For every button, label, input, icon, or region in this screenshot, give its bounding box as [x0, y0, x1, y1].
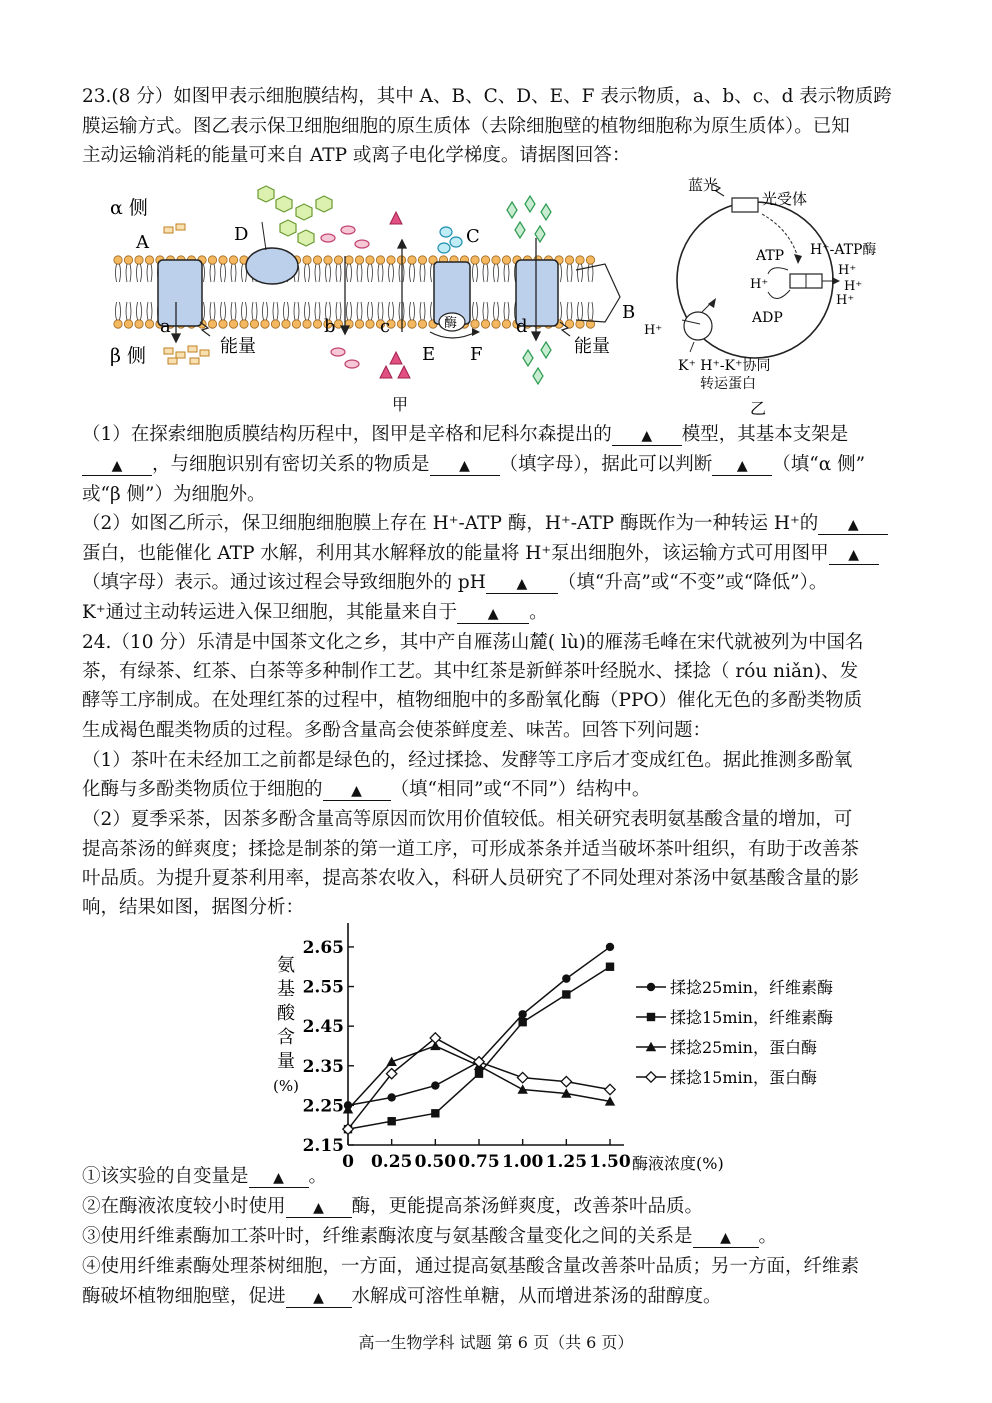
- lipid-head: [355, 256, 363, 264]
- photoreceptor-box: [732, 198, 758, 212]
- label-C: C: [466, 226, 480, 247]
- lipid-head: [355, 320, 363, 328]
- lipid-head: [471, 320, 479, 328]
- lipid-tail: [147, 302, 152, 320]
- lipid-tail: [210, 302, 215, 320]
- answer-blank[interactable]: ▲: [286, 1288, 352, 1308]
- x-tick-label: 1.25: [545, 1152, 588, 1172]
- lipid-tail: [410, 302, 415, 320]
- lipid-tail: [137, 264, 142, 282]
- lipid-head: [376, 256, 384, 264]
- lipid-tail: [378, 264, 383, 282]
- lipid-tail: [357, 264, 362, 282]
- y-axis-label-char: 基: [277, 979, 295, 1000]
- lipid-tail: [336, 302, 341, 320]
- lipid-tail: [336, 264, 341, 282]
- lipid-tail: [231, 302, 236, 320]
- data-point: [605, 1084, 615, 1094]
- data-point: [387, 1093, 395, 1101]
- lipid-head: [219, 256, 227, 264]
- h-inside-label: H⁺: [750, 277, 769, 292]
- lipid-tail: [273, 302, 278, 320]
- label-c: c: [380, 316, 391, 337]
- energy-label-1: 能量: [220, 336, 256, 357]
- lipid-tail: [252, 302, 257, 320]
- x-tick-label: 1.00: [501, 1152, 544, 1172]
- data-point: [562, 974, 570, 982]
- lipid-tail: [326, 264, 331, 282]
- lipid-head: [208, 320, 216, 328]
- lipid-head: [271, 320, 279, 328]
- data-point: [431, 1081, 439, 1089]
- lipid-head: [366, 320, 374, 328]
- lipid-head: [481, 320, 489, 328]
- lipid-head: [261, 320, 269, 328]
- q24-s1: ①该实验的自变量是 ▲ 。: [82, 1166, 328, 1187]
- lipid-head: [502, 320, 510, 328]
- data-point: [561, 1076, 571, 1086]
- answer-blank[interactable]: ▲: [286, 1198, 352, 1218]
- q24-line6: 化酶与多酚类物质位于细胞的 ▲ （填“相同”或“不同”）结构中。: [82, 779, 651, 800]
- y-tick-label: 2.45: [302, 1017, 344, 1038]
- lipid-tail: [126, 302, 131, 320]
- answer-blank[interactable]: ▲: [612, 426, 682, 446]
- lipid-head: [292, 320, 300, 328]
- answer-blank[interactable]: ▲: [323, 781, 391, 801]
- lipid-tail: [347, 302, 352, 320]
- lipid-head: [418, 256, 426, 264]
- x-tick-label: 0.50: [414, 1152, 457, 1172]
- q23-p1-line2: ▲ ，与细胞识别有密切关系的物质是 ▲ （填字母），据此可以判断 ▲ （填“α 侧”: [82, 454, 865, 476]
- data-point: [517, 1072, 527, 1082]
- lipid-head: [334, 256, 342, 264]
- answer-blank[interactable]: ▲: [818, 515, 888, 535]
- lipid-head: [586, 256, 594, 264]
- lipid-head: [313, 256, 321, 264]
- lipid-head: [208, 256, 216, 264]
- lipid-tail: [368, 264, 373, 282]
- lipid-tail: [483, 264, 488, 282]
- lipid-head: [219, 320, 227, 328]
- x-tick-label: 1.50: [589, 1152, 631, 1172]
- y-tick-label: 2.65: [302, 937, 344, 958]
- lipid-tail: [567, 302, 572, 320]
- data-point: [475, 1069, 483, 1077]
- figure-guard-cell: [640, 170, 910, 420]
- h-atpase-label: H⁺-ATP酶: [810, 242, 877, 258]
- data-point: [562, 990, 570, 998]
- lipid-tail: [504, 264, 509, 282]
- data-point: [517, 1084, 527, 1093]
- label-a: a: [160, 316, 171, 337]
- c-molecules: [380, 212, 410, 378]
- y-axis-label-char: 量: [277, 1051, 295, 1072]
- q24-line1: 24.（10 分）乐清是中国茶文化之乡，其中产自雁荡山麓( lù)的雁荡毛峰在宋代就被列为中国名: [82, 632, 864, 653]
- y-tick-label: 2.35: [302, 1056, 344, 1077]
- x-tick-label: 0: [342, 1152, 354, 1172]
- label-A: A: [136, 232, 149, 253]
- page-footer: 高一生物学科 试题 第 6 页（共 6 页）: [358, 1333, 634, 1352]
- lipid-tail: [231, 264, 236, 282]
- data-point: [606, 963, 614, 971]
- h-out-2: H⁺: [844, 279, 863, 294]
- h-out-1: H⁺: [838, 263, 857, 278]
- lipid-head: [114, 256, 122, 264]
- adp-label: ADP: [752, 310, 783, 326]
- legend-label: 揉捻15min，蛋白酶: [670, 1068, 817, 1087]
- photoreceptor-label: 光受体: [762, 190, 808, 208]
- enzyme-label: 酶: [444, 316, 458, 331]
- h-out-3: H⁺: [836, 293, 855, 308]
- lipid-head: [135, 256, 143, 264]
- lipid-tail: [420, 264, 425, 282]
- legend-label: 揉捻15min，纤维素酶: [670, 1008, 833, 1027]
- lipid-tail: [116, 264, 121, 282]
- q23-p2-line4: K⁺通过主动转运进入保卫细胞，其能量来自于 ▲ 。: [82, 602, 548, 623]
- lipid-head: [481, 256, 489, 264]
- legend-label: 揉捻25min，纤维素酶: [670, 978, 833, 997]
- energy-label-2: 能量: [574, 336, 610, 357]
- lipid-tail: [504, 302, 509, 320]
- y-tick-label: 2.15: [302, 1136, 344, 1156]
- q23-p2-line3: （填字母）表示。通过该过程会导致细胞外的 pH ▲ （填“升高”或“不变”或“降低”）。: [82, 572, 828, 593]
- label-d: d: [516, 316, 528, 337]
- answer-blank[interactable]: ▲: [486, 574, 558, 594]
- answer-blank[interactable]: ▲: [693, 1228, 759, 1248]
- cotransport-protein: [684, 312, 712, 340]
- lipid-head: [124, 320, 132, 328]
- c-substance: [438, 227, 462, 253]
- lipid-head: [471, 256, 479, 264]
- q24-s4-line1: ④使用纤维素酶处理茶树细胞，一方面，通过提高氨基酸含量改善茶叶品质；另一方面，纤维素: [82, 1256, 860, 1277]
- q23-p2-line1: （2）如图乙所示，保卫细胞细胞膜上存在 H⁺-ATP 酶，H⁺-ATP 酶既作为一种转运 H⁺的 ▲: [82, 513, 888, 535]
- q24-line10: 响，结果如图，据图分析：: [82, 897, 305, 918]
- lipid-tail: [315, 264, 320, 282]
- lipid-tail: [483, 302, 488, 320]
- lipid-head: [145, 320, 153, 328]
- lipid-tail: [368, 302, 373, 320]
- answer-blank[interactable]: ▲: [249, 1168, 309, 1188]
- answer-blank[interactable]: ▲: [82, 456, 152, 476]
- lipid-head: [229, 256, 237, 264]
- lipid-tail: [347, 264, 352, 282]
- lipid-head: [565, 256, 573, 264]
- beta-side-label: β 侧: [110, 345, 147, 367]
- lipid-tail: [357, 302, 362, 320]
- lipid-head: [135, 320, 143, 328]
- figure-membrane: [100, 172, 663, 422]
- glycoprotein-d: [246, 248, 298, 284]
- data-point: [387, 1117, 395, 1125]
- lipid-head: [324, 256, 332, 264]
- amino-acid-chart: [270, 915, 870, 1175]
- lipid-tail: [137, 302, 142, 320]
- lipid-head: [576, 256, 584, 264]
- lipid-tail: [578, 302, 583, 320]
- lipid-tail: [494, 302, 499, 320]
- lipid-tail: [473, 302, 478, 320]
- q23-intro-line1: 23.(8 分）如图甲表示细胞膜结构，其中 A、B、C、D、E、F 表示物质，a、b、c、d 表示物质跨: [82, 86, 892, 107]
- lipid-head: [502, 256, 510, 264]
- q24-line5: （1）茶叶在未经加工之前都是绿色的，经过揉捻、发酵等工序后才变成红色。据此推测多酚氧: [82, 750, 853, 771]
- label-F: F: [470, 344, 483, 365]
- lipid-head: [282, 320, 290, 328]
- lipid-head: [408, 320, 416, 328]
- y-tick-label: 2.25: [302, 1096, 344, 1117]
- lipid-tail: [305, 302, 310, 320]
- answer-blank[interactable]: ▲: [829, 545, 879, 565]
- q24-line3: 酵等工序制成。在处理红茶的过程中，植物细胞中的多酚氧化酶（PPO）催化无色的多酚类物质: [82, 690, 863, 711]
- lipid-tail: [221, 264, 226, 282]
- y-tick-label: 2.55: [302, 977, 344, 998]
- cotransport-label-2: 转运蛋白: [700, 376, 756, 392]
- q24-line7: （2）夏季采茶，因茶多酚含量高等原因而饮用价值较低。相关研究表明氨基酸含量的增加，可: [82, 809, 853, 830]
- lipid-tail: [420, 302, 425, 320]
- q23-intro-line3: 主动运输消耗的能量可来自 ATP 或离子电化学梯度。请据图回答：: [82, 145, 631, 166]
- lipid-head: [229, 320, 237, 328]
- lipid-head: [366, 256, 374, 264]
- lipid-tail: [473, 264, 478, 282]
- q24-line9: 叶品质。为提升夏茶利用率，提高茶农收入，科研人员研究了不同处理对茶汤中氨基酸含量的影: [82, 868, 860, 889]
- figure-jia-caption: 甲: [392, 395, 409, 414]
- lipid-tail: [494, 264, 499, 282]
- lipid-tail: [588, 302, 593, 320]
- lipid-head: [418, 320, 426, 328]
- lipid-head: [250, 320, 258, 328]
- y-axis-label-char: (%): [273, 1077, 299, 1095]
- lipid-tail: [315, 302, 320, 320]
- lipid-head: [240, 320, 248, 328]
- label-B: B: [622, 302, 636, 323]
- lipid-head: [114, 320, 122, 328]
- lipid-tail: [567, 264, 572, 282]
- data-point: [518, 1010, 526, 1018]
- label-D: D: [234, 224, 249, 245]
- answer-blank[interactable]: ▲: [712, 456, 772, 476]
- lipid-tail: [147, 264, 152, 282]
- lipid-tail: [578, 264, 583, 282]
- figure-yi-caption: 乙: [750, 399, 767, 418]
- answer-blank[interactable]: ▲: [457, 604, 529, 624]
- lipid-head: [387, 256, 395, 264]
- lipid-tail: [116, 302, 121, 320]
- q24-line8: 提高茶汤的鲜爽度；揉捻是制茶的第一道工序，可形成茶条并适当破坏茶叶组织，有助于改善茶: [82, 839, 860, 860]
- legend-label: 揉捻25min，蛋白酶: [670, 1038, 817, 1057]
- lipid-tail: [263, 302, 268, 320]
- lipid-head: [124, 256, 132, 264]
- q23-p1-line3: 或“β 侧”）为细胞外。: [82, 484, 266, 505]
- blue-light-label: 蓝光: [688, 176, 719, 194]
- lipid-tail: [284, 302, 289, 320]
- label-E: E: [422, 344, 436, 365]
- lipid-head: [313, 320, 321, 328]
- atp-label: ATP: [756, 248, 785, 264]
- data-point: [606, 943, 614, 951]
- series-line: [348, 1038, 610, 1129]
- q24-line2: 茶，有绿茶、红茶、白茶等多种制作工艺。其中红茶是新鲜茶叶经脱水、揉捻（ róu niǎn)、发: [82, 661, 859, 682]
- data-point: [646, 1072, 656, 1082]
- data-point: [647, 1013, 655, 1021]
- lipid-head: [145, 256, 153, 264]
- data-point: [647, 983, 655, 991]
- answer-blank[interactable]: ▲: [430, 456, 500, 476]
- q23-intro-line2: 膜运输方式。图乙表示保卫细胞细胞的原生质体（去除细胞壁的植物细胞称为原生质体）。已知: [82, 116, 850, 137]
- x-axis-label: 酶液浓度(%): [632, 1154, 724, 1173]
- lipid-tail: [305, 264, 310, 282]
- lipid-head: [492, 256, 500, 264]
- lipid-head: [492, 320, 500, 328]
- lipid-tail: [410, 264, 415, 282]
- q23-p1-line1: （1）在探索细胞质膜结构历程中，图甲是辛格和尼科尔森提出的 ▲ 模型，其基本支架是: [82, 424, 849, 445]
- q23-p2-line2: 蛋白，也能催化 ATP 水解，利用其水解释放的能量将 H⁺泵出细胞外，该运输方式可用图甲 ▲: [82, 543, 879, 565]
- lipid-head: [345, 256, 353, 264]
- x-tick-label: 0.75: [458, 1152, 500, 1172]
- y-axis-label-char: 氨: [277, 955, 295, 976]
- data-point: [431, 1109, 439, 1117]
- lipid-head: [303, 320, 311, 328]
- q24-s4-line2: 酶破坏植物细胞壁，促进 ▲ 水解成可溶性单糖，从而增进茶汤的甜醇度。: [82, 1286, 722, 1307]
- lipid-tail: [294, 302, 299, 320]
- label-b: b: [324, 316, 336, 337]
- lipid-tail: [126, 264, 131, 282]
- series-line: [348, 967, 610, 1129]
- lipid-tail: [221, 302, 226, 320]
- q24-s2: ②在酶液浓度较小时使用 ▲ 酶，更能提高茶汤鲜爽度，改善茶叶品质。: [82, 1196, 704, 1217]
- y-axis-label-char: 酸: [277, 1003, 295, 1024]
- lipid-tail: [389, 264, 394, 282]
- alpha-side-label: α 侧: [110, 197, 148, 219]
- h-left-label: H⁺: [644, 323, 663, 338]
- y-axis-label-char: 含: [277, 1027, 295, 1048]
- cotransport-label-1: K⁺ H⁺-K⁺协同: [678, 358, 771, 374]
- data-point: [386, 1057, 396, 1066]
- data-point: [518, 1018, 526, 1026]
- q24-s3: ③使用纤维素酶加工茶叶时，纤维素酶浓度与氨基酸含量变化之间的关系是 ▲ 。: [82, 1226, 778, 1247]
- lipid-head: [408, 256, 416, 264]
- x-tick-label: 0.25: [370, 1152, 413, 1172]
- lipid-head: [303, 256, 311, 264]
- q24-line4: 生成褐色醌类物质的过程。多酚含量高会使茶鲜度差、味苦。回答下列问题：: [82, 720, 712, 741]
- lipid-tail: [210, 264, 215, 282]
- lipid-tail: [242, 302, 247, 320]
